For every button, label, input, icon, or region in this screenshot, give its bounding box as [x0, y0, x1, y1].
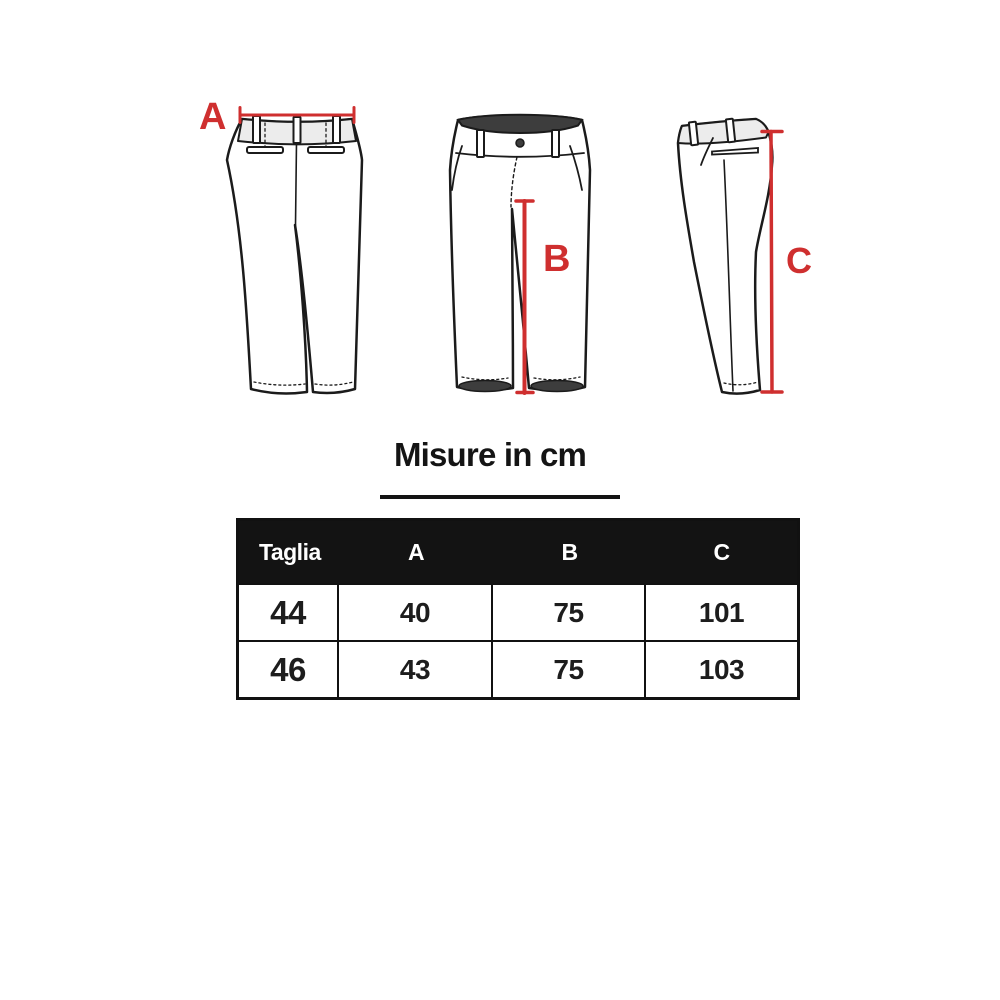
- size-table-header-c: C: [646, 521, 797, 583]
- measurement-a-arrow: [236, 105, 358, 125]
- size-table-cell-size-46: 46: [239, 640, 339, 697]
- page-title: Misure in cm: [393, 436, 587, 473]
- size-table: [236, 518, 800, 700]
- measurement-b-line: [513, 197, 537, 397]
- title-underline: [380, 495, 620, 499]
- size-table-header-taglia: Taglia: [239, 521, 339, 583]
- measurement-c-line: [759, 127, 785, 397]
- waist-button: [516, 139, 524, 147]
- size-table-cell-44-b: 75: [493, 583, 646, 640]
- size-table-cell-44-c: 101: [646, 583, 797, 640]
- size-table-cell-46-a: 43: [339, 640, 493, 697]
- size-table-cell-46-b: 75: [493, 640, 646, 697]
- size-table-cell-size-44: 44: [239, 583, 339, 640]
- size-table-cell-46-c: 103: [646, 640, 797, 697]
- size-table-header-a: A: [339, 521, 493, 583]
- measurement-b-label: B: [543, 238, 571, 280]
- measurement-c-label: C: [786, 240, 812, 281]
- measurement-a-label: A: [199, 96, 227, 138]
- size-table-header-b: B: [493, 521, 646, 583]
- back-welt-pocket-left: [247, 147, 283, 153]
- size-table-cell-44-a: 40: [339, 583, 493, 640]
- pants-back-view-drawing: [218, 108, 368, 403]
- back-welt-pocket-right: [308, 147, 344, 153]
